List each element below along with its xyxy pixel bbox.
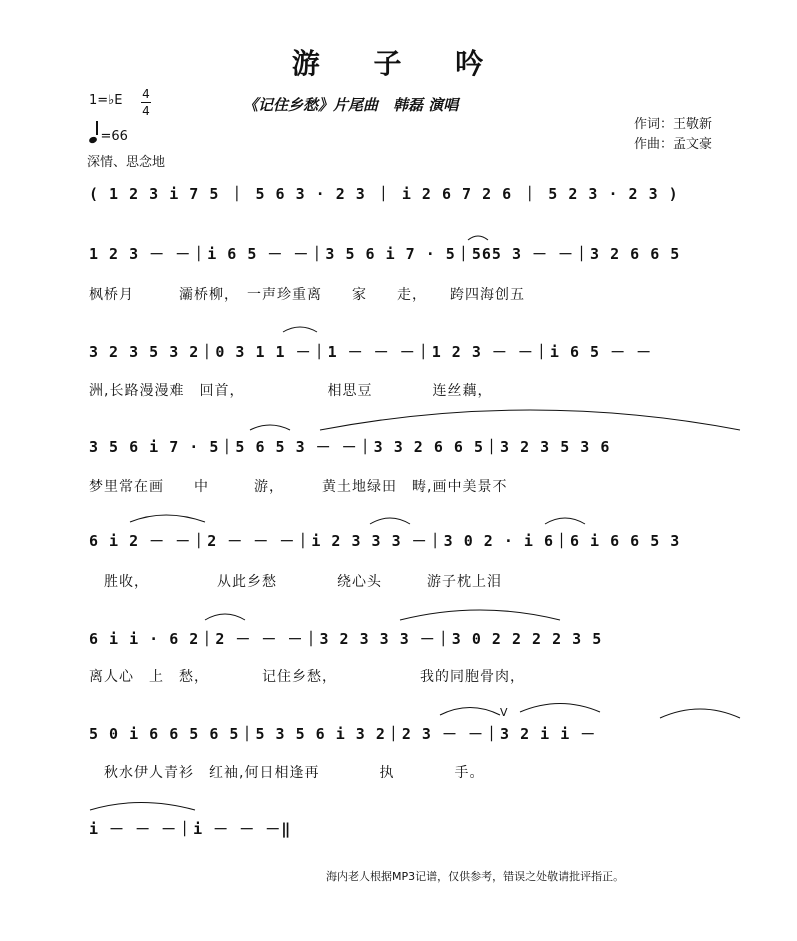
composer-credit: 作曲：孟文豪: [634, 137, 713, 152]
time-signature-bottom: 4: [142, 104, 150, 118]
notation-row-6: 6 i i · 6 2｜2 － － －｜3 2 3 3 3 －｜3 0 2 2 2 2 3 5: [89, 630, 603, 648]
lyrics-row-4: 胜收， 从此乡愁 绕心头 游子枕上泪: [89, 574, 502, 590]
lyrics-row-6: 秋水伊人青衫 红袖,何日相逢再 执 手。: [89, 765, 485, 781]
lyrics-row-5: 离人心 上 愁， 记住乡愁， 我的同胞骨肉，: [89, 669, 525, 685]
time-signature: [141, 86, 151, 119]
notation-row-1: ( 1 2 3 i 7 5 ｜ 5 6 3 · 2 3 ｜ i 2 6 7 2 6 ｜ 5 2 3 · 2 3 ): [89, 185, 679, 203]
notation-row-2: 1 2 3 － －｜i 6 5 － －｜3 5 6 i 7 · 5｜565 3 － －｜3 2 6 6 5: [89, 245, 681, 263]
notation-row-7: 5 0 i 6 6 5 6 5｜5 3 5 6 i 3 2｜2 3 － －｜3 2 i i －: [89, 725, 597, 743]
key-signature: 1=♭E: [89, 93, 123, 108]
lyrics-row-3: 梦里常在画 中 游， 黄土地绿田 畴,画中美景不: [89, 479, 508, 495]
notation-row-4: 3 5 6 i 7 · 5｜5 6 5 3 － －｜3 3 2 6 6 5｜3 2 3 5 3 6: [89, 438, 611, 456]
notation-row-5: 6 i 2 － －｜2 － － －｜i 2 3 3 3 －｜3 0 2 · i 6｜6 i 6 6 5 3: [89, 532, 681, 550]
footer-note: 海内老人根据MP3记谱，仅供参考，错误之处敬请批评指正。: [326, 870, 625, 883]
tempo-value: =66: [100, 129, 128, 144]
expression-marking: 深情、思念地: [87, 155, 166, 170]
notation-row-3: 3 2 3 5 3 2｜0 3 1 1 －｜1 － － －｜1 2 3 － －｜i 6 5 － －: [89, 343, 653, 361]
lyrics-row-2: 洲,长路漫漫难 回首， 相思豆 连丝藕，: [89, 383, 493, 399]
quarter-note-icon: [88, 136, 98, 144]
song-title: 游 子 吟: [291, 47, 506, 80]
breath-mark: V: [500, 706, 508, 719]
tempo-marking: [89, 126, 128, 144]
notation-row-8: i － － －｜i － － －‖: [89, 820, 292, 838]
quarter-note-stem: [96, 121, 98, 135]
song-subtitle: 《记住乡愁》片尾曲 韩磊 演唱: [243, 96, 459, 114]
lyricist-credit: 作词：王敬新: [634, 117, 713, 132]
lyrics-row-1: 枫桥月 灞桥柳， 一声珍重离 家 走， 跨四海创五: [89, 287, 525, 303]
time-signature-top: 4: [142, 87, 150, 101]
